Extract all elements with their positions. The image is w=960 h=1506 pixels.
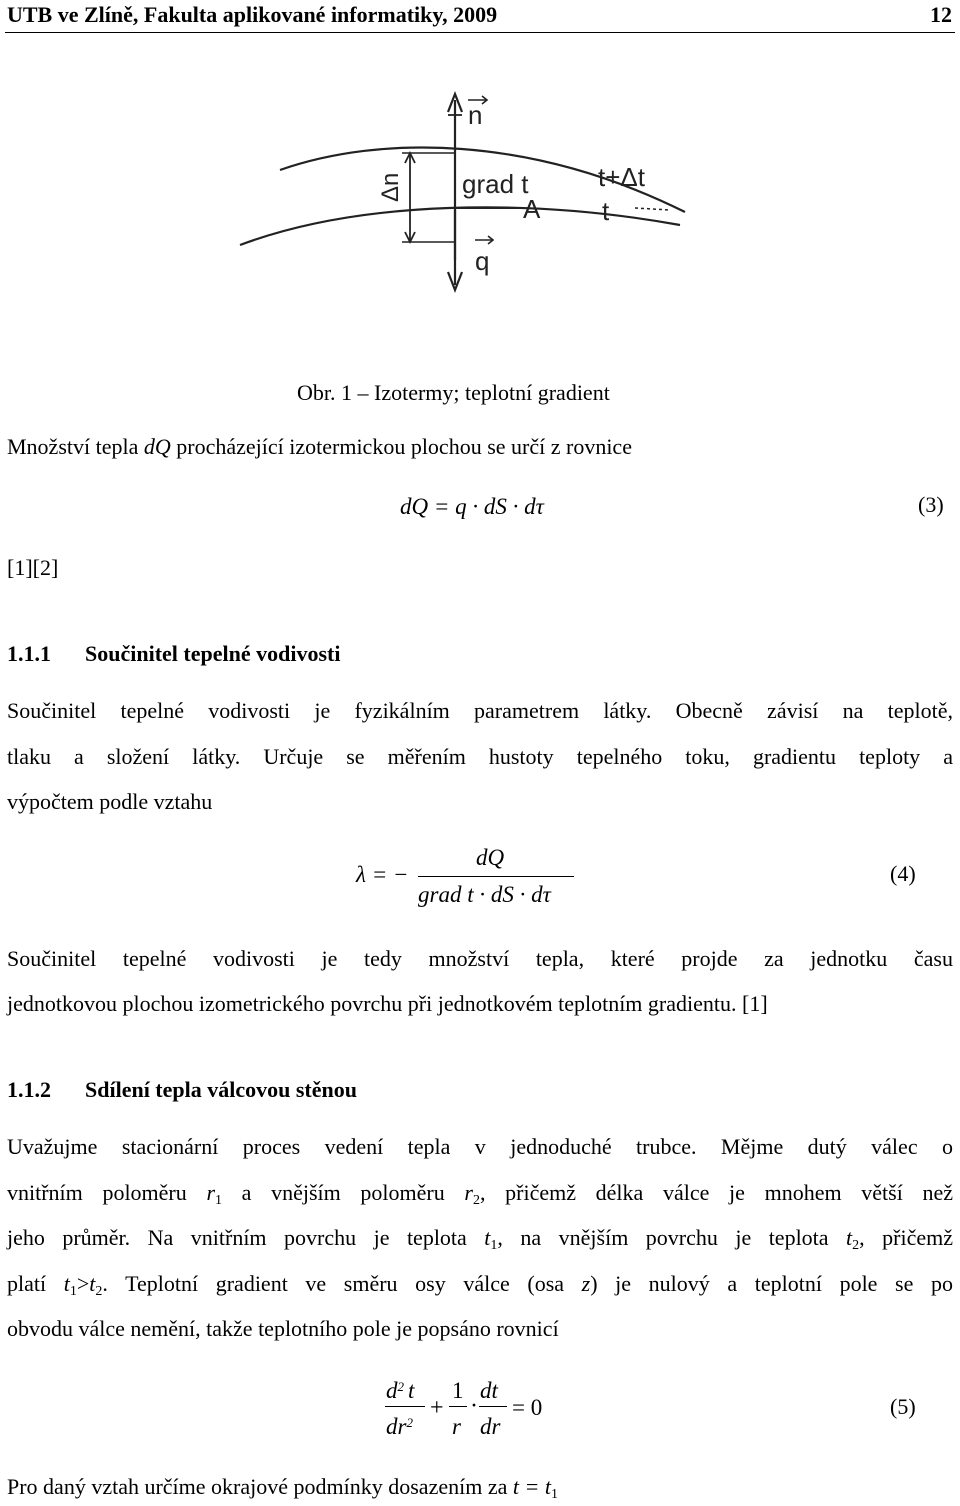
equation-4-number: (4) xyxy=(890,861,916,886)
equation-5-numerator-2: 1 xyxy=(452,1378,464,1403)
paragraph-boundary-conditions: Pro daný vztah určíme okrajové podmínky dosazením za $t = t_1$ xyxy=(7,1474,558,1502)
paragraph-line: Součinitel tepelné vodivosti je fyzikálním parametrem látky. Obecně závisí na teplotě, xyxy=(7,698,953,723)
point-a-label: A xyxy=(523,194,541,224)
t-label: t xyxy=(602,196,610,226)
paragraph-line: platí $t_1>t_2$. Teplotní gradient ve směru osy válce (osa z) je nulový a teplotní pole se po xyxy=(7,1271,953,1299)
section-heading-1-1-1: 1.1.1 Součinitel tepelné vodivosti xyxy=(7,641,341,666)
paragraph-line: tlaku a složení látky. Určuje se měřením hustoty tepelného toku, gradientu teploty a xyxy=(7,744,953,769)
isotherm-figure xyxy=(230,80,700,310)
n-vector-label: n xyxy=(468,100,483,130)
equation-3-number: (3) xyxy=(918,492,944,517)
references-1: [1][2] xyxy=(7,555,59,580)
equation-5-fraction-bar-3 xyxy=(479,1406,507,1407)
section-heading-1-1-2: 1.1.2 Sdílení tepla válcovou stěnou xyxy=(7,1077,357,1102)
equation-4-lhs: λ = − xyxy=(356,862,409,887)
equation-5-denominator-1: $dr^2$ xyxy=(386,1414,413,1439)
paragraph-line: Součinitel tepelné vodivosti je tedy množství tepla, které projde za jednotku času xyxy=(7,946,953,971)
equation-4-denominator: grad t · dS · dτ xyxy=(418,882,551,907)
equation-5-fraction-bar-1 xyxy=(385,1406,425,1407)
paragraph-line: jednotkovou plochou izometrického povrchu při jednotkovém teplotním gradientu. [1] xyxy=(7,991,768,1016)
equation-5-denominator-3: dr xyxy=(480,1414,501,1439)
equation-3: dQ = q · dS · dτ xyxy=(400,494,544,519)
grad-t-label: grad t xyxy=(462,169,529,199)
paragraph-line: Uvažujme stacionární proces vedení tepla v jednoduché trubce. Mějme dutý válec o xyxy=(7,1134,953,1159)
equation-5-number: (5) xyxy=(890,1394,916,1419)
equation-4-fraction-bar xyxy=(418,876,574,877)
equation-5-denominator-2: r xyxy=(452,1414,461,1439)
q-vector-label: q xyxy=(475,246,490,276)
paragraph-line: vnitřním poloměru $r_1$ a vnějším poloměru $r_2$, přičemž délka válce je mnohem větší než xyxy=(7,1180,954,1208)
equation-4-numerator: dQ xyxy=(476,845,505,870)
header-rule xyxy=(5,32,955,33)
equation-5-fraction-bar-2 xyxy=(449,1406,467,1407)
equation-5-plus: + xyxy=(430,1395,444,1421)
paragraph-heat-amount: Množství tepla dQ procházející izotermickou plochou se určí z rovnice xyxy=(7,434,632,459)
page-header-title: UTB ve Zlíně, Fakulta aplikované informatiky, 2009 xyxy=(7,2,498,27)
isotherm-curve-lower xyxy=(240,207,680,245)
equation-5-numerator-3: dt xyxy=(480,1378,498,1403)
page-number: 12 xyxy=(930,2,952,27)
delta-n-label: Δn xyxy=(377,172,404,202)
paragraph-line: výpočtem podle vztahu xyxy=(7,789,213,814)
t-plus-dt-label: t+Δt xyxy=(598,162,645,192)
paragraph-line: jeho průměr. Na vnitřním povrchu je teplota $t_1$, na vnějším povrchu je teplota $t_2$, přičemž xyxy=(7,1225,953,1253)
figure-caption: Obr. 1 – Izotermy; teplotní gradient xyxy=(297,380,610,405)
paragraph-line: obvodu válce nemění, takže teplotního pole je popsáno rovnicí xyxy=(7,1316,559,1341)
equation-5-dot: · xyxy=(470,1393,478,1419)
equation-5-numerator-1: $d^2$ t xyxy=(386,1378,415,1403)
equation-5-rhs: = 0 xyxy=(512,1395,543,1420)
